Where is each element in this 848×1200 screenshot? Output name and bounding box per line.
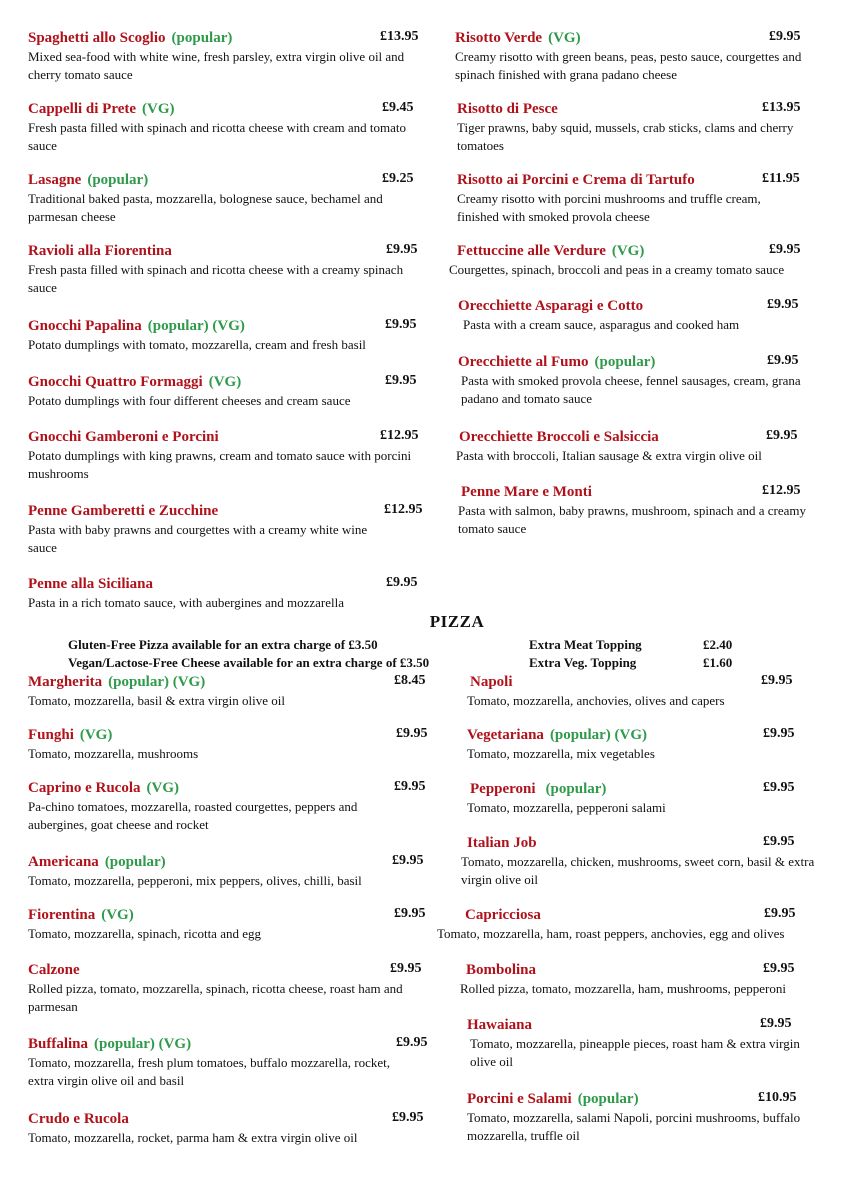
- menu-item: [467, 726, 807, 763]
- item-description: Tomato, mozzarella, pineapple pieces, roast ham & extra virgin olive oil: [470, 1036, 800, 1069]
- item-name: Gnocchi Quattro Formaggi: [28, 374, 203, 390]
- menu-item: [28, 428, 428, 483]
- item-description: Potato dumplings with king prawns, cream and tomato sauce with porcini mushrooms: [28, 448, 412, 481]
- menu-item: [28, 853, 433, 890]
- menu-item: [460, 961, 830, 998]
- item-description: Rolled pizza, tomato, mozzarella, ham, mushrooms, pepperoni: [460, 981, 786, 996]
- item-price: £12.95: [762, 483, 801, 498]
- item-description: Tomato, mozzarella, mix vegetables: [467, 746, 655, 761]
- item-name: Calzone: [28, 962, 80, 978]
- item-price: £9.95: [386, 242, 418, 257]
- item-description: Pa-chino tomatoes, mozzarella, roasted courgettes, peppers and aubergines, goat cheese and rocket: [28, 799, 358, 832]
- menu-item: [449, 242, 824, 279]
- item-tag: (VG): [79, 727, 113, 743]
- item-description: Tomato, mozzarella, fresh plum tomatoes, buffalo mozzarella, rocket, extra virgin olive oil and basil: [28, 1055, 390, 1088]
- item-description: Potato dumplings with tomato, mozzarella, cream and fresh basil: [28, 337, 366, 352]
- menu-item: [28, 171, 428, 226]
- item-name: Vegetariana: [467, 727, 544, 743]
- item-price: £11.95: [762, 171, 800, 186]
- menu-item: [28, 502, 423, 557]
- item-name: Spaghetti allo Scoglio: [28, 30, 166, 46]
- item-name: Hawaiana: [467, 1017, 533, 1033]
- menu-item: [28, 29, 428, 84]
- item-price: £9.95: [394, 906, 426, 921]
- item-tag: (popular) (VG): [147, 318, 245, 334]
- menu-item: [28, 317, 433, 354]
- item-description: Tomato, mozzarella, chicken, mushrooms, sweet corn, basil & extra virgin olive oil: [461, 854, 815, 887]
- item-price: £12.95: [380, 428, 419, 443]
- menu-item: [28, 1110, 433, 1147]
- section-title: PIZZA: [429, 612, 485, 631]
- item-price: £9.95: [769, 29, 801, 44]
- item-tag: (VG): [611, 243, 645, 259]
- item-name: Lasagne: [28, 172, 82, 188]
- item-name: Risotto ai Porcini e Crema di Tartufo: [457, 172, 695, 188]
- menu-item: [457, 100, 801, 155]
- item-name: Bombolina: [466, 962, 537, 978]
- item-name: Penne Gamberetti e Zucchine: [28, 503, 219, 519]
- item-price: £9.95: [763, 780, 795, 795]
- menu-item: [455, 29, 815, 84]
- menu-item: [28, 575, 428, 612]
- item-name: Orecchiette Asparagi e Cotto: [458, 298, 644, 314]
- item-name: Capricciosa: [465, 907, 541, 923]
- menu-item: [28, 242, 428, 297]
- menu-item: [28, 100, 428, 155]
- menu-item: [437, 906, 832, 943]
- gluten-free-note: Gluten-Free Pizza available for an extra charge of £3.50: [68, 637, 378, 652]
- item-description: Fresh pasta filled with spinach and ricotta cheese with a creamy spinach sauce: [28, 262, 404, 295]
- item-price: £9.95: [385, 317, 417, 332]
- item-name: Cappelli di Prete: [28, 101, 137, 117]
- menu-item: [467, 780, 807, 817]
- item-price: £9.95: [767, 297, 799, 312]
- item-description: Tomato, mozzarella, pepperoni, mix peppers, olives, chilli, basil: [28, 873, 362, 888]
- item-name: Ravioli alla Fiorentina: [28, 243, 172, 259]
- vegan-cheese-note: Vegan/Lactose-Free Cheese available for an extra charge of £3.50: [68, 655, 430, 670]
- menu-item: [458, 483, 808, 538]
- item-description: Tomato, mozzarella, basil & extra virgin olive oil: [28, 693, 285, 708]
- item-tag: (popular): [171, 30, 233, 46]
- menu-item: [28, 961, 428, 1016]
- menu-item: [467, 1016, 812, 1071]
- extra-meat-label: Extra Meat Topping: [529, 637, 642, 652]
- item-price: £10.95: [758, 1090, 797, 1105]
- item-tag: (popular): [104, 854, 166, 870]
- item-name: Italian Job: [467, 835, 537, 851]
- item-name: Risotto Verde: [455, 30, 543, 46]
- item-name: Funghi: [28, 727, 74, 743]
- item-description: Pasta with salmon, baby prawns, mushroom, spinach and a creamy tomato sauce: [458, 503, 807, 536]
- menu-item: [459, 834, 824, 889]
- menu-item: [28, 726, 433, 763]
- item-name: Margherita: [28, 674, 103, 690]
- item-name: Fettuccine alle Verdure: [457, 243, 606, 259]
- item-price: £9.95: [767, 353, 799, 368]
- item-price: £9.95: [392, 1110, 424, 1125]
- item-name: Orecchiette al Fumo: [458, 354, 589, 370]
- item-tag: (popular): [594, 354, 656, 370]
- item-description: Tomato, mozzarella, rocket, parma ham & extra virgin olive oil: [28, 1130, 358, 1145]
- item-tag: (VG): [548, 30, 581, 46]
- item-name: Americana: [28, 854, 99, 870]
- item-name: Pepperoni: [470, 781, 536, 797]
- item-description: Traditional baked pasta, mozzarella, bolognese sauce, bechamel and parmesan cheese: [28, 191, 383, 224]
- item-price: £9.95: [761, 673, 793, 688]
- item-description: Creamy risotto with green beans, peas, pesto sauce, courgettes and spinach finished with grana padano cheese: [455, 49, 802, 82]
- menu-item: [467, 1090, 812, 1145]
- item-name: Gnocchi Gamberoni e Porcini: [28, 429, 219, 445]
- item-description: Pasta with baby prawns and courgettes with a creamy white wine sauce: [28, 522, 368, 555]
- item-name: Penne alla Siciliana: [28, 576, 154, 592]
- item-description: Fresh pasta filled with spinach and ricotta cheese with cream and tomato sauce: [28, 120, 406, 153]
- extra-meat-price: £2.40: [703, 637, 733, 652]
- item-name: Penne Mare e Monti: [461, 484, 592, 500]
- menu-item: [467, 673, 807, 710]
- menu-item: [28, 673, 433, 710]
- item-price: £9.95: [769, 242, 801, 257]
- menu-item: [28, 906, 433, 943]
- item-price: £12.95: [384, 502, 423, 517]
- item-tag: (popular): [545, 781, 607, 797]
- item-description: Rolled pizza, tomato, mozzarella, spinach, ricotta cheese, roast ham and parmesan: [28, 981, 403, 1014]
- item-tag: (VG): [101, 907, 134, 923]
- item-description: Pasta with broccoli, Italian sausage & extra virgin olive oil: [456, 448, 762, 463]
- menu-item: [458, 297, 803, 334]
- item-price: £9.95: [396, 726, 428, 741]
- item-price: £9.95: [394, 779, 426, 794]
- item-description: Mixed sea-food with white wine, fresh parsley, extra virgin olive oil and cherry tomato sauce: [28, 49, 405, 82]
- item-tag: (popular) (VG): [549, 727, 648, 743]
- item-price: £9.95: [386, 575, 418, 590]
- item-description: Pasta with smoked provola cheese, fennel sausages, cream, grana padano and tomato sauce: [461, 373, 801, 406]
- item-price: £9.95: [763, 961, 795, 976]
- item-description: Tiger prawns, baby squid, mussels, crab sticks, clams and cherry tomatoes: [457, 120, 794, 153]
- item-name: Risotto di Pesce: [457, 101, 558, 117]
- item-name: Orecchiette Broccoli e Salsiccia: [459, 429, 659, 445]
- item-price: £9.25: [382, 171, 414, 186]
- item-price: £8.45: [394, 673, 426, 688]
- item-tag: (popular): [577, 1091, 639, 1107]
- item-description: Tomato, mozzarella, spinach, ricotta and egg: [28, 926, 261, 941]
- item-description: Pasta in a rich tomato sauce, with aubergines and mozzarella: [28, 595, 344, 610]
- menu-item: [457, 171, 802, 226]
- menu-item: [28, 779, 426, 834]
- item-price: £9.95: [763, 726, 795, 741]
- item-name: Gnocchi Papalina: [28, 318, 142, 334]
- item-price: £9.95: [764, 906, 796, 921]
- menu-item: [458, 353, 803, 408]
- item-price: £9.95: [385, 373, 417, 388]
- item-description: Courgettes, spinach, broccoli and peas in a creamy tomato sauce: [449, 262, 785, 277]
- item-name: Porcini e Salami: [467, 1091, 572, 1107]
- item-price: £9.95: [763, 834, 795, 849]
- item-tag: (popular): [87, 172, 149, 188]
- extra-veg-label: Extra Veg. Topping: [529, 655, 637, 670]
- item-price: £9.95: [390, 961, 422, 976]
- item-description: Tomato, mozzarella, anchovies, olives and capers: [467, 693, 725, 708]
- item-description: Potato dumplings with four different cheeses and cream sauce: [28, 393, 351, 408]
- item-description: Tomato, mozzarella, ham, roast peppers, anchovies, egg and olives: [437, 926, 785, 941]
- item-price: £9.95: [392, 853, 424, 868]
- item-description: Tomato, mozzarella, pepperoni salami: [467, 800, 666, 815]
- item-price: £13.95: [380, 29, 419, 44]
- item-description: Tomato, mozzarella, salami Napoli, porcini mushrooms, buffalo mozzarella, truffle oil: [467, 1110, 801, 1143]
- item-tag: (VG): [208, 374, 242, 390]
- item-name: Napoli: [470, 674, 513, 690]
- item-tag: (popular) (VG): [108, 674, 206, 690]
- extra-veg-price: £1.60: [703, 655, 733, 670]
- item-price: £9.95: [760, 1016, 792, 1031]
- item-name: Crudo e Rucola: [28, 1111, 129, 1127]
- item-description: Tomato, mozzarella, mushrooms: [28, 746, 199, 761]
- item-description: Creamy risotto with porcini mushrooms and truffle cream, finished with smoked provola cheese: [457, 191, 761, 224]
- item-tag: (popular) (VG): [94, 1036, 192, 1052]
- menu-item: [28, 373, 433, 410]
- item-name: Buffalina: [28, 1036, 89, 1052]
- item-price: £13.95: [762, 100, 801, 115]
- item-price: £9.95: [396, 1035, 428, 1050]
- item-price: £9.45: [382, 100, 414, 115]
- menu-item: [456, 428, 806, 465]
- item-tag: (VG): [146, 780, 179, 796]
- menu-item: [28, 1035, 428, 1090]
- item-tag: (VG): [142, 101, 175, 117]
- item-name: Caprino e Rucola: [28, 780, 141, 796]
- item-name: Fiorentina: [28, 907, 96, 923]
- item-description: Pasta with a cream sauce, asparagus and cooked ham: [463, 317, 740, 332]
- item-price: £9.95: [766, 428, 798, 443]
